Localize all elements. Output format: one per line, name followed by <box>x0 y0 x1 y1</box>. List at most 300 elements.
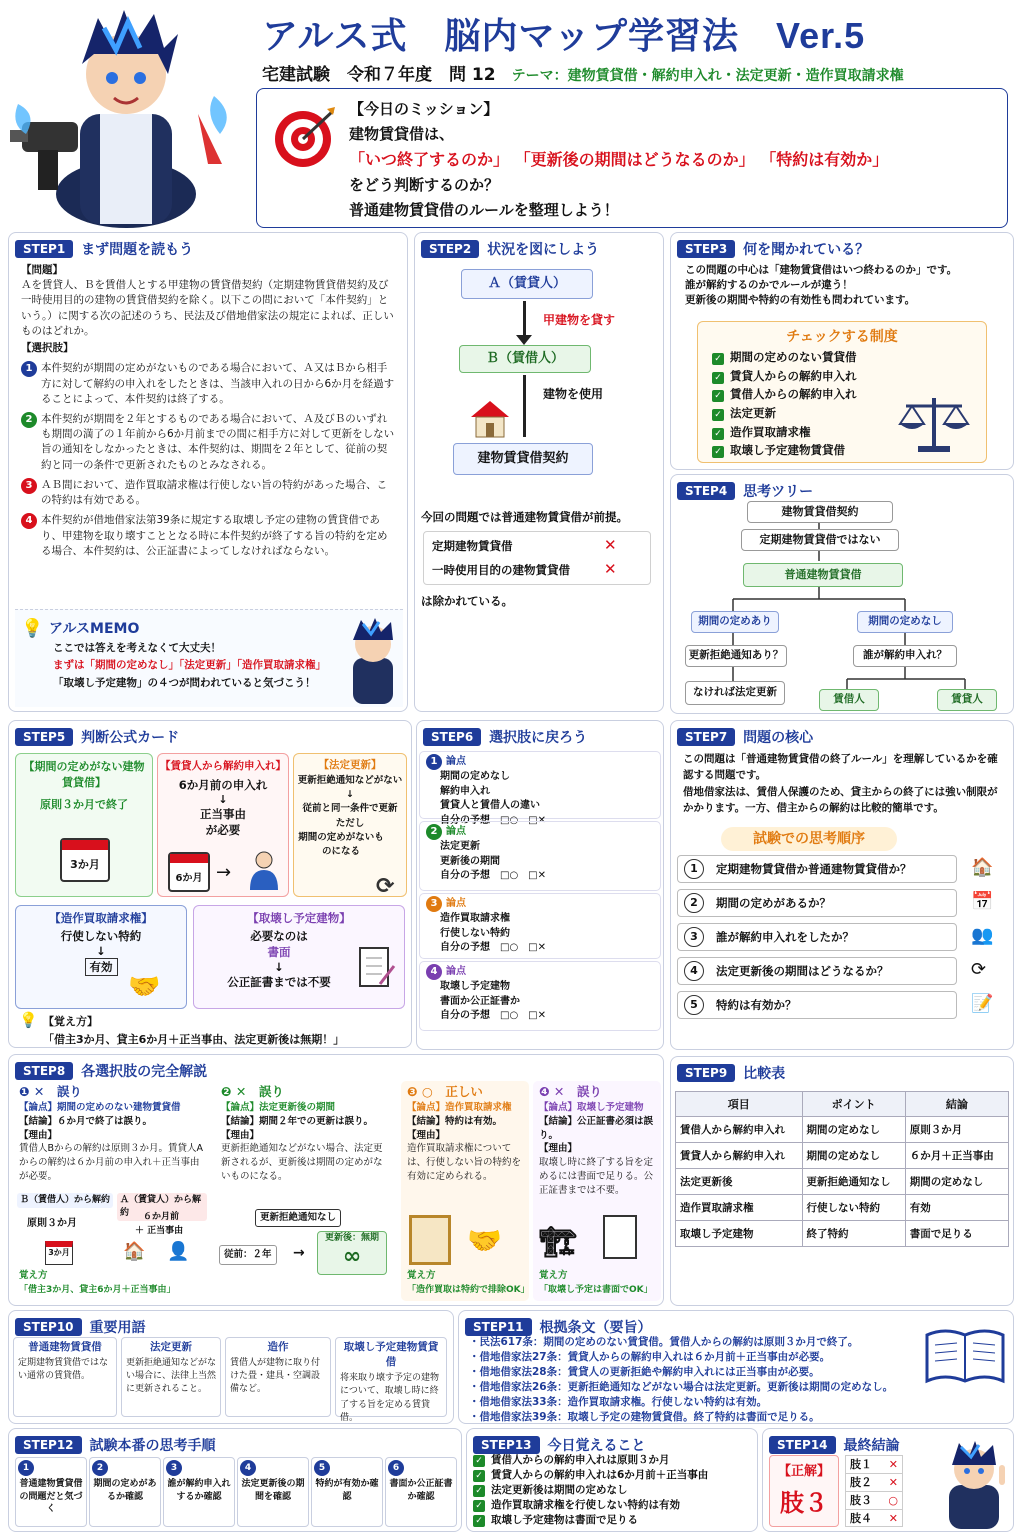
check-item <box>712 367 986 386</box>
person-icon <box>248 850 280 893</box>
table-cell: 取壊し予定建物 <box>676 1221 803 1247</box>
choice-item <box>21 412 397 473</box>
point-item: 更新後の期間 <box>440 855 500 867</box>
excluded-1: 定期建物賃貸借 <box>432 539 513 553</box>
step8-panel <box>8 1054 664 1306</box>
choice-number: 2 <box>21 412 37 428</box>
step4-title: 思考ツリー <box>743 484 814 500</box>
step12-title: 試験本番の思考手順 <box>89 1438 216 1454</box>
table-row <box>676 1143 1009 1169</box>
card4-valid: 有効 <box>85 958 118 976</box>
term-card <box>225 1337 331 1417</box>
procedure-number: 5 <box>314 1460 330 1476</box>
house-icon: 🏠 <box>123 1241 146 1262</box>
article-line: ・民法617条：期間の定めのない賃貸借。賃借人からの解約は原則３か月で終了。 <box>469 1336 859 1348</box>
article-line: ・借地借家法33条：造作買取請求権。行使しない特約は有効。 <box>469 1395 768 1408</box>
mission-line4: 普通建物賃貸借のルールを整理しよう！ <box>349 200 619 219</box>
tree-node-who: 誰が解約申入れ？ <box>853 645 957 667</box>
choice-label: 肢３ <box>850 1494 872 1507</box>
card5-line1: 必要なのは <box>250 929 308 943</box>
choice-verdict <box>845 1491 903 1509</box>
article-line: ・借地借家法27条：賃貸人からの解約申入れは６か月前＋正当事由が必要。 <box>469 1350 831 1363</box>
renew-refusal-label: 更新拒絶通知なし <box>255 1209 341 1227</box>
step9-tag: STEP9 <box>677 1064 735 1082</box>
point-item: 解約申入れ <box>440 785 490 797</box>
memorize-text: 賃借人からの解約申入れは原則３か月 <box>491 1454 670 1466</box>
explanation-column <box>215 1081 397 1301</box>
tree-node-statutory: なければ法定更新 <box>685 681 785 705</box>
procedure-text: 書面か公正証書か確認 <box>389 1479 453 1502</box>
check-title: チェックする制度 <box>786 329 898 345</box>
answer-value: 肢３ <box>780 1489 828 1517</box>
card4-line1: 行使しない特約 <box>60 929 142 943</box>
point-label: 論点 <box>446 825 466 837</box>
choices-label: 【選択肢】 <box>21 342 74 355</box>
choice-label: 肢４ <box>850 1512 872 1525</box>
step9-title: 比較表 <box>743 1066 786 1082</box>
calendar-6-icon: 6か月 <box>168 852 210 892</box>
table-row <box>676 1169 1009 1195</box>
step1-panel <box>8 232 408 712</box>
checkbox-icon: ✓ <box>712 428 724 440</box>
mascot-icon <box>343 614 403 707</box>
step7-tag: STEP7 <box>677 728 735 746</box>
memo-title: アルスMEMO <box>49 621 140 637</box>
table-cell: 終了特約 <box>802 1221 905 1247</box>
point-line: 【論点】期間の定めのない建物賃貸借 <box>19 1102 181 1114</box>
table-cell: 賃借人から解約申入れ <box>676 1117 803 1143</box>
reason-text: 賃借人Bからの解約は原則３か月。賃貸人Aからの解約は６か月前の申入れ＋正当事由が必要。 <box>19 1143 204 1182</box>
step11-title: 根拠条文（要旨） <box>539 1320 652 1336</box>
procedure-step <box>311 1457 383 1527</box>
step8-tag: STEP8 <box>15 1062 73 1080</box>
calendar-icon: 3か月 <box>45 1241 73 1265</box>
document-icon <box>358 946 396 993</box>
procedure-number: 4 <box>240 1460 256 1476</box>
mission-q3: 「特約は有効か」 <box>760 149 889 169</box>
step6-tag: STEP6 <box>423 728 481 746</box>
point-card <box>419 961 661 1031</box>
point-label: 論点 <box>446 965 466 977</box>
calendar-3-icon: 3か月 <box>60 838 110 882</box>
procedure-number: 3 <box>166 1460 182 1476</box>
reason-text: 造作買取請求権については、行使しない旨の特約を有効に定められる。 <box>407 1143 522 1182</box>
card3-line4: 期間の定めがないものになる <box>298 831 384 857</box>
excavator-icon: 🏗 <box>539 1225 578 1260</box>
table-cell: 法定更新後 <box>676 1169 803 1195</box>
conclusion-line: 【結論】特約は有効。 <box>407 1115 503 1127</box>
mnemonic-label: 覚え方 <box>539 1270 568 1282</box>
reason-label: 【理由】 <box>539 1143 578 1155</box>
point-item: 書面か公正証書か <box>440 995 520 1007</box>
step2-panel <box>414 232 664 712</box>
tree-node-normal: 普通建物賃貸借 <box>743 563 903 587</box>
step10-tag: STEP10 <box>15 1318 82 1336</box>
tree-node-no-term: 期間の定めなし <box>857 611 953 633</box>
step6-title: 選択肢に戻ろう <box>489 730 588 746</box>
choice-text: 本件契約が期間の定めがないものである場合において、Ａ又はＢから相手方に対して解約の申入れをしたときは、当該申入れの日から6か月を経過することによって、本件契約は終了する。 <box>41 362 395 405</box>
step10-title: 重要用語 <box>89 1320 146 1336</box>
step13-tag: STEP13 <box>473 1436 540 1454</box>
mission-q2: 「更新後の期間はどうなるのか」 <box>514 149 755 169</box>
term-title: 造作 <box>267 1341 289 1353</box>
tenant-cancel-value: 原則３か月 <box>27 1218 77 1229</box>
order-icon: ⟳ <box>971 959 987 980</box>
procedure-step <box>163 1457 235 1527</box>
choice-text: ＡＢ間において、造作買取請求権は行使しない旨の特約があった場合、この特約は有効である。 <box>41 478 388 507</box>
order-icon: 📅 <box>971 891 994 912</box>
choice-number: 4 <box>21 513 37 529</box>
card3-title: 【法定更新】 <box>318 759 382 771</box>
mnemonic-text: 「借主3か月、貸主6か月＋正当事由」 <box>19 1284 176 1295</box>
table-cell: 書面で足りる <box>905 1221 1008 1247</box>
table-cell: 期間の定めなし <box>905 1169 1008 1195</box>
order-title: 試験での思考順序 <box>721 827 897 851</box>
table-cell: 期間の定めなし <box>802 1143 905 1169</box>
landlord-cancel-value: ６か月前 <box>143 1212 180 1222</box>
choice-text: 本件契約が借地借家法第39条に規定する取壊し予定の建物の賃貸借であり、甲建物を取り壊すこととなる時に本件契約が終了する旨の特約を定める場合、本件契約は、公正証書によってしなければならない。 <box>41 514 388 557</box>
mascot-icon <box>939 1435 1009 1532</box>
card3-line1: 更新拒絶通知などがない <box>297 774 403 786</box>
point-item: 取壊し予定建物 <box>440 981 510 992</box>
point-item: 法定更新 <box>440 841 480 852</box>
step5-title: 判断公式カード <box>81 730 180 746</box>
step13-title: 今日覚えること <box>547 1438 646 1454</box>
checkbox-icon: ✓ <box>712 372 724 384</box>
term-card <box>121 1337 221 1417</box>
handshake-icon: 🤝 <box>467 1224 502 1257</box>
term-title: 普通建物賃貸借 <box>28 1341 102 1353</box>
table-row <box>676 1221 1009 1247</box>
term-title: 取壊し予定建物賃貸借 <box>343 1341 439 1369</box>
procedure-number: 1 <box>18 1460 34 1476</box>
choice-verdict <box>845 1455 903 1473</box>
tree-node-with-term: 期間の定めあり <box>691 611 779 633</box>
card2-title: 【賃貸人から解約申入れ】 <box>160 760 286 772</box>
fixture-icon <box>409 1215 451 1265</box>
order-text: 誰が解約申入れをしたか？ <box>716 930 854 944</box>
term-desc: 将来取り壊す予定の建物について、取壊し時に終了する旨を定める賃貸借。 <box>340 1373 440 1423</box>
procedure-text: 普通建物賃貸借の問題だと気づく <box>19 1479 83 1515</box>
card1-title: 【期間の定めがない建物賃貸借】 <box>23 760 145 789</box>
step3-line3: 更新後の期間や特約の有効性も問われています。 <box>685 294 916 307</box>
person-icon: 👤 <box>167 1241 190 1262</box>
order-number: 3 <box>684 927 704 947</box>
step2-tag: STEP2 <box>421 240 479 258</box>
step3-line2: 誰が解約するのかでルールが違う！ <box>685 279 853 292</box>
excluded-2: 一時使用目的の建物賃貸借 <box>432 563 570 577</box>
point-card <box>419 751 661 826</box>
card3-line3: ただし <box>335 817 365 829</box>
prediction-checkbox[interactable]: 自分の予想 □○ □✕ <box>440 814 547 826</box>
order-icon: 🏠 <box>971 857 994 878</box>
check-item <box>712 348 986 367</box>
point-line: 【論点】取壊し予定建物 <box>539 1102 644 1114</box>
prediction-checkbox[interactable]: 自分の予想 □○ □✕ <box>440 870 547 881</box>
step5-tag: STEP5 <box>15 728 73 746</box>
conclusion-line: 【結論】公正証書必須は誤り。 <box>539 1115 654 1141</box>
order-number: 1 <box>684 859 704 879</box>
problem-label: 【問題】 <box>21 264 63 276</box>
party-a: Ａ（賃貸人） <box>461 269 593 299</box>
procedure-number: 6 <box>388 1460 404 1476</box>
order-number: 4 <box>684 961 704 981</box>
conclusion-line: 【結論】６か月で終了は誤り。 <box>19 1115 153 1127</box>
check-label: 取壊し予定建物賃貸借 <box>730 443 845 458</box>
checkbox-icon: ✓ <box>712 446 724 458</box>
step8-title: 各選択肢の完全解説 <box>81 1064 208 1080</box>
mission-line1: 建物賃貸借は、 <box>349 124 455 143</box>
point-item: 行使しない特約 <box>440 927 510 939</box>
step11-tag: STEP11 <box>465 1318 532 1336</box>
checkbox-icon: ✓ <box>473 1455 485 1467</box>
card2-line3: が必要 <box>205 823 241 837</box>
memo-line1: ここでは答えを考えなくて大丈夫！ <box>53 642 221 654</box>
checkbox-icon: ✓ <box>712 353 724 365</box>
order-item <box>677 889 1009 919</box>
table-header: 項目 <box>676 1092 803 1117</box>
reason-label: 【理由】 <box>221 1129 260 1141</box>
lend-label: 甲建物を貸す <box>543 313 616 327</box>
verdict-heading: ❷ ✕ 誤り <box>221 1084 284 1099</box>
memorize-item <box>473 1453 708 1468</box>
arrow-right-icon: → <box>293 1245 305 1261</box>
answer-label: 【正解】 <box>777 1464 830 1479</box>
article-line: ・借地借家法26条：更新拒絶通知などがない場合は法定更新。更新後は期間の定めなし。 <box>469 1380 894 1393</box>
reason-label: 【理由】 <box>407 1129 446 1141</box>
step7-line2: 借地借家法は、賃借人保護のため、貸主からの終了には強い制限がかかります。一方、借主からの解約は比較的簡単です。 <box>683 785 998 814</box>
choice-item <box>21 513 397 559</box>
step2-note: 今回の問題では普通建物賃貸借が前提。 <box>421 510 628 524</box>
point-item: 賃貸人と賃借人の違い <box>440 800 540 811</box>
card2-line2: 正当事由 <box>200 807 246 821</box>
verdict-mark: ✕ <box>888 1458 898 1471</box>
memo-label: 【覚え方】 <box>43 1015 98 1028</box>
table-row <box>676 1117 1009 1143</box>
checkbox-icon: ✓ <box>473 1515 485 1527</box>
verdict-heading: ❶ ✕ 誤り <box>19 1084 82 1099</box>
choice-label: 肢２ <box>850 1476 872 1489</box>
memorize-text: 賃貸人からの解約申入れは6か月前＋正当事由 <box>491 1468 709 1481</box>
checkbox-icon: ✓ <box>712 390 724 402</box>
hero-character <box>8 4 244 228</box>
document-icon <box>603 1215 637 1259</box>
order-item <box>677 923 1009 953</box>
card5-line3: 公正証書までは不要 <box>227 975 331 989</box>
tree-node-refusal: 更新拒絶通知あり？ <box>685 645 787 667</box>
point-number: 3 <box>426 896 442 912</box>
choice-number: 3 <box>21 478 37 494</box>
card5-line2: 書面 <box>267 945 291 959</box>
x-mark-1: ✕ <box>604 536 617 554</box>
table-cell: 造作買取請求権 <box>676 1195 803 1221</box>
step3-line1: この問題の中心は「建物賃貸借はいつ終わるのか」です。 <box>685 264 958 276</box>
point-item: 期間の定めなし <box>440 771 510 782</box>
mission-panel <box>256 88 1008 228</box>
order-text: 定期建物賃貸借か普通建物賃貸借か？ <box>716 862 912 876</box>
memo-line3: 「取壊し予定建物」の４つが問われていると気づこう！ <box>53 676 316 689</box>
theme-label: テーマ：建物賃貸借・解約申入れ・法定更新・造作買取請求権 <box>511 68 904 84</box>
choice-label: 肢１ <box>850 1458 872 1471</box>
table-cell: 更新拒絶通知なし <box>802 1169 905 1195</box>
point-label: 論点 <box>446 755 466 767</box>
step12-panel <box>8 1428 462 1532</box>
memorize-text: 法定更新後は期間の定めなし <box>491 1483 628 1496</box>
page-title: アルス式 脳内マップ学習法 Ver.5 <box>262 15 866 56</box>
arrow-down <box>523 301 526 339</box>
checkbox-icon: ✓ <box>473 1485 485 1497</box>
memorize-item <box>473 1498 708 1513</box>
term-desc: 賃借人が建物に取り付けた畳・建具・空調設備など。 <box>230 1358 321 1395</box>
term-card <box>335 1337 447 1423</box>
step11-panel <box>458 1310 1014 1424</box>
mission-q1: 「いつ終了するのか」 <box>349 149 510 169</box>
mnemonic-text: 「取壊し予定は書面でOK」 <box>539 1284 653 1295</box>
table-header: 結論 <box>905 1092 1008 1117</box>
table-cell: 原則３か月 <box>905 1117 1008 1143</box>
choice-item <box>21 361 397 407</box>
after-term: 更新後：無期 <box>324 1233 379 1243</box>
order-number: 2 <box>684 893 704 913</box>
card3-line2: 従前と同一条件で更新 <box>302 803 398 815</box>
table-header: ポイント <box>802 1092 905 1117</box>
card1-body: 原則３か月で終了 <box>40 798 128 811</box>
tree-node-contract: 建物賃貸借契約 <box>747 501 893 523</box>
table-cell: 行使しない特約 <box>802 1195 905 1221</box>
party-b: Ｂ（賃借人） <box>459 345 591 373</box>
verdict-mark: ✕ <box>888 1476 898 1489</box>
step14-title: 最終結論 <box>843 1438 900 1454</box>
step4-tag: STEP4 <box>677 482 735 500</box>
check-label: 賃借人からの解約申入れ <box>730 387 857 402</box>
explanation-column <box>13 1081 211 1301</box>
reason-text: 更新拒絶通知などがない場合、法定更新されるが、更新後は期間の定めがないものになる。 <box>221 1143 383 1182</box>
procedure-step <box>385 1457 457 1527</box>
x-mark-2: ✕ <box>604 560 617 578</box>
memo-text: 「借主3か月、貸主6か月＋正当事由、法定更新後は無期！」 <box>43 1032 345 1046</box>
tree-node-tenant: 賃借人 <box>819 689 879 711</box>
order-item <box>677 991 1009 1021</box>
choice-text: 本件契約が期間を２年とするものである場合において、Ａ及びＢのいずれも期間の満了の１年前から6か月前までの間に相手方に対して更新をしない旨の通知をしなかったときは、本件契約は、期間を２年として、従前の契約と同一の条件で更新されたものとみなされる。 <box>41 412 395 471</box>
order-text: 法定更新後の期間はどうなるか？ <box>716 964 889 978</box>
refresh-icon: ⟳ <box>376 874 395 899</box>
explanation-column <box>533 1081 661 1301</box>
step13-panel <box>466 1428 758 1532</box>
step7-panel <box>670 720 1014 1050</box>
step1-tag: STEP1 <box>15 240 73 258</box>
choice-item <box>21 478 397 508</box>
contract-box: 建物賃貸借契約 <box>453 443 593 475</box>
point-line: 【論点】法定更新後の期間 <box>221 1102 336 1114</box>
procedure-text: 期間の定めがあるか確認 <box>93 1479 157 1502</box>
table-cell: 期間の定めなし <box>802 1117 905 1143</box>
book-icon <box>923 1325 1007 1390</box>
handshake-icon: 🤝 <box>128 972 161 1002</box>
verdict-mark: ✕ <box>888 1512 898 1525</box>
landlord-cancel-reason: ＋ 正当事由 <box>135 1226 184 1236</box>
procedure-text: 法定更新後の期間を確認 <box>241 1479 305 1502</box>
step2-tail: は除かれている。 <box>421 594 513 608</box>
reason-text: 取壊し時に終了する旨を定めるには書面で足りる。公正証書までは不要。 <box>539 1157 654 1196</box>
procedure-number: 2 <box>92 1460 108 1476</box>
article-line: ・借地借家法39条：取壊し予定の建物賃貸借。終了特約は書面で足りる。 <box>469 1410 820 1423</box>
prediction-checkbox[interactable]: 自分の予想 □○ □✕ <box>440 942 547 953</box>
scales-icon <box>898 392 970 457</box>
prediction-checkbox[interactable]: 自分の予想 □○ □✕ <box>440 1010 547 1021</box>
point-number: 1 <box>426 754 442 770</box>
memorize-item <box>473 1483 708 1498</box>
check-label: 造作買取請求権 <box>730 424 811 439</box>
article-line: ・借地借家法28条：賃貸人の更新拒絶や解約申入れには正当事由が必要。 <box>469 1365 820 1378</box>
order-number: 5 <box>684 995 704 1015</box>
procedure-step <box>237 1457 309 1527</box>
order-text: 期間の定めがあるか？ <box>716 896 831 910</box>
card2-line1: 6か月前の申入れ <box>178 778 268 792</box>
step4-panel <box>670 474 1014 714</box>
point-line: 【論点】造作買取請求権 <box>407 1102 512 1114</box>
conclusion-line: 【結論】期間２年での更新は誤り。 <box>221 1115 374 1127</box>
procedure-text: 誰が解約申入れするか確認 <box>167 1479 231 1502</box>
choice-verdict <box>845 1473 903 1491</box>
table-row <box>676 1195 1009 1221</box>
order-item <box>677 957 1009 987</box>
infinity-icon: ∞ <box>342 1244 362 1270</box>
choice-number: 1 <box>21 361 37 377</box>
mnemonic-label: 覚え方 <box>19 1270 48 1282</box>
term-desc: 更新拒絶通知などがない場合に、法律上当然に更新されること。 <box>126 1358 217 1395</box>
use-label: 建物を使用 <box>543 387 604 401</box>
check-label: 賃貸人からの解約申入れ <box>730 368 857 383</box>
arrow-right-icon: → <box>216 862 232 883</box>
explanation-column <box>401 1081 529 1301</box>
term-title: 法定更新 <box>150 1341 192 1353</box>
order-icon: 📝 <box>971 993 994 1014</box>
lightbulb-icon: 💡 <box>21 618 44 639</box>
memorize-item <box>473 1513 708 1528</box>
target-icon <box>271 105 337 174</box>
procedure-step <box>15 1457 87 1527</box>
step3-title: 何を聞かれている？ <box>743 242 870 258</box>
verdict-heading: ❸ ○ 正しい <box>407 1084 483 1099</box>
point-item: 造作買取請求権 <box>440 913 510 924</box>
before-term: 従前：２年 <box>219 1245 277 1265</box>
reason-label: 【理由】 <box>19 1129 58 1141</box>
step10-panel <box>8 1310 454 1424</box>
step7-title: 問題の核心 <box>743 730 814 746</box>
memo-line2: まずは「期間の定めなし」「法定更新」「造作買取請求権」 <box>53 659 326 672</box>
mission-line3: をどう判断するのか？ <box>349 175 500 194</box>
mnemonic-text: 「造作買取は特約で排除OK」 <box>407 1284 530 1295</box>
problem-text: Ａを賃貸人、Ｂを賃借人とする甲建物の賃貸借契約（定期建物賃貸借契約及び一時使用目的の建物の賃貸借契約を除く。以下この問において「本件契約」という。）に関する次の記述のうち、民法及び借地借家法の規定によれば、正しいものはどれか。 <box>21 279 394 337</box>
step14-panel <box>762 1428 1014 1532</box>
memorize-text: 造作買取請求権を行使しない特約は有効 <box>491 1498 680 1511</box>
card4-title: 【造作買取請求権】 <box>49 911 153 925</box>
lightbulb-icon: 💡 <box>19 1011 38 1029</box>
point-number: 2 <box>426 824 442 840</box>
choice-verdict <box>845 1509 903 1527</box>
term-desc: 定期建物賃貸借ではない通常の賃貸借。 <box>18 1358 109 1382</box>
memorize-item <box>473 1468 708 1483</box>
mnemonic-label: 覚え方 <box>407 1270 436 1282</box>
memorize-text: 取壊し予定建物は書面で足りる <box>491 1513 638 1526</box>
step3-panel <box>670 232 1014 470</box>
point-number: 4 <box>426 964 442 980</box>
procedure-step <box>89 1457 161 1527</box>
order-icon: 👥 <box>971 925 994 946</box>
check-label: 期間の定めのない賃貸借 <box>730 350 857 364</box>
card5-title: 【取壊し予定建物】 <box>247 911 351 925</box>
step14-tag: STEP14 <box>769 1436 836 1454</box>
